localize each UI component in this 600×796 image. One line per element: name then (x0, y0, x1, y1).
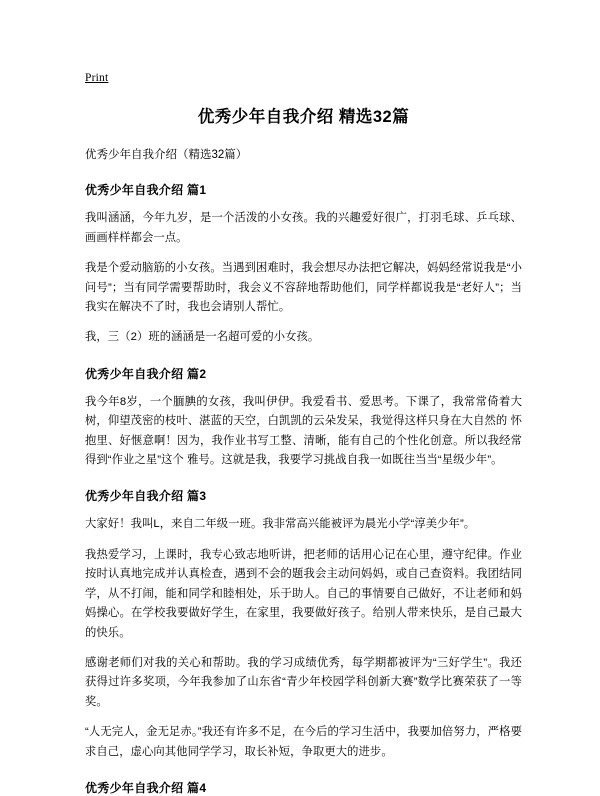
print-link[interactable]: Print (85, 72, 109, 84)
body-paragraph: 我，三（2）班的涵涵是一名超可爱的小女孩。 (85, 331, 320, 344)
section-heading: 优秀少年自我介绍 篇3 (85, 489, 207, 504)
section-heading: 优秀少年自我介绍 篇1 (85, 183, 207, 198)
section-heading: 优秀少年自我介绍 篇2 (85, 366, 207, 381)
body-paragraph: 我今年8岁，一个腼腆的女孩，我叫伊伊。我爱看书、爱思考。下课了，我常常倚着大树，仰望茂密的枝叶、湛蓝的天空，白凯凯的云朵发呆，我觉得这样只身在大自然的 怀抱里、好惬意啊！因为，我作业书写工整、清晰，能有自己的个性化创意。所以我经常得到“作业之星”这个 雅号。这就是我，我要学习挑战自我一如既往当当“星级少年”。 (85, 395, 522, 467)
body-paragraph: 大家好！我叫L，来自二年级一班。我非常高兴能被评为晨光小学“淳美少年”。 (85, 518, 476, 531)
body-paragraph: 我热爱学习，上课时，我专心致志地听讲，把老师的话用心记在心里，遵守纪律。作业按时认真地完成并认真检查，遇到不会的题我会主动问妈妈，或自己查资料。我团结同学，从不打闹，能和同学和睦相处，乐于助人。自己的事情要自己做好，不让老师和妈妈操心。在学校我要做好学生，在家里，我要做好孩子。给别人带来快乐，是自己最大的快乐。 (85, 548, 522, 639)
section-heading: 优秀少年自我介绍 篇4 (85, 781, 207, 796)
document-subtitle: 优秀少年自我介绍（精选32篇） (85, 149, 248, 161)
body-paragraph: “人无完人，金无足赤。”我还有许多不足，在今后的学习生活中，我要加倍努力，严格要求自己，虚心向其他同学学习，取长补短，争取更大的进步。 (85, 726, 522, 758)
body-paragraph: 感谢老师们对我的关心和帮助。我的学习成绩优秀，每学期都被评为“三好学生”。我还获得过许多奖项，今年我参加了山东省“青少年校园学科创新大赛”数学比赛荣获了一等奖。 (85, 657, 522, 708)
page-title: 优秀少年自我介绍 精选32篇 (197, 108, 410, 126)
document-body (85, 181, 522, 796)
body-paragraph: 我是个爱动脑筋的小女孩。当遇到困难时，我会想尽办法把它解决，妈妈经常说我是“小问号”；当有同学需要帮助时，我会义不容辞地帮助他们，同学样都说我是“老好人”；当我实在解决不了时，我也会请别人帮忙。 (85, 262, 522, 313)
body-paragraph: 我叫涵涵，今年九岁，是一个活泼的小女孩。我的兴趣爱好很广，打羽毛球、乒乓球、画画样样都会一点。 (85, 212, 522, 244)
